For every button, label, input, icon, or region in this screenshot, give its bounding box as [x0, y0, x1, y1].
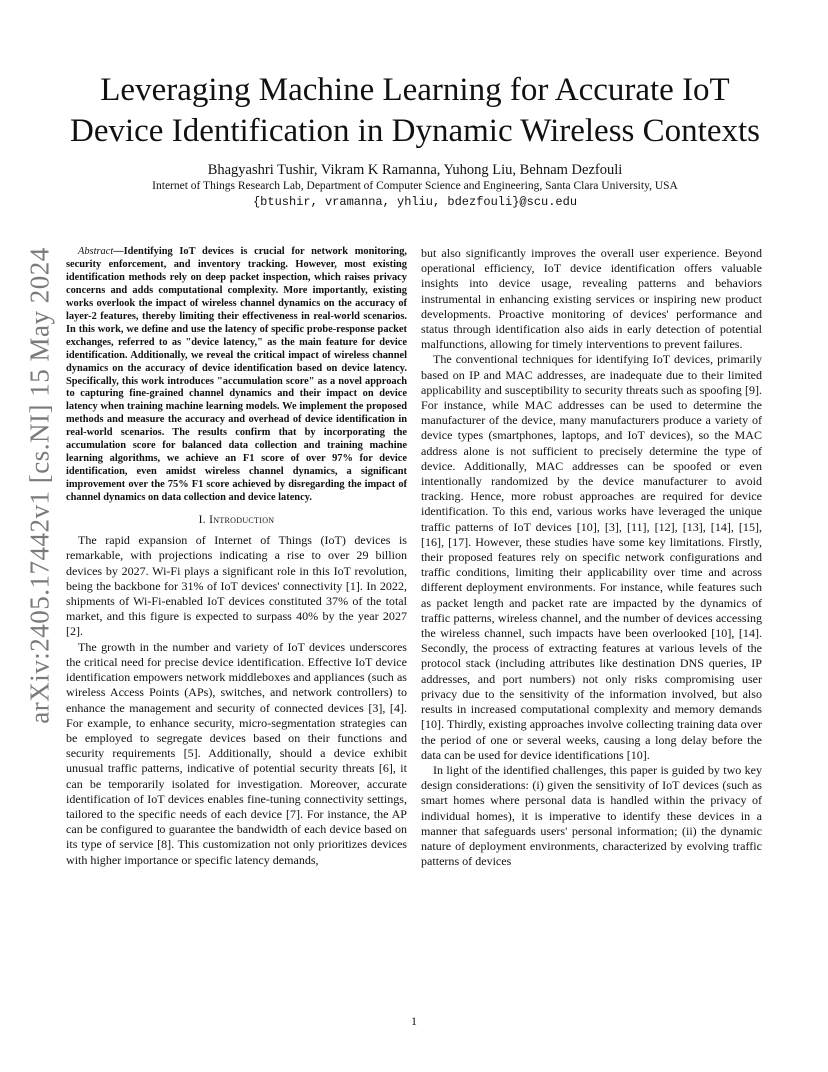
- emails: {btushir, vramanna, yhliu, bdezfouli}@scu.edu: [252, 195, 578, 209]
- authors: Bhagyashri Tushir, Vikram K Ramanna, Yuhong Liu, Behnam Dezfouli: [207, 162, 623, 178]
- abstract-text: —Identifying IoT devices is crucial for network monitoring, security enforcement, and inventory tracking. However, most existing identification methods rely on deep packet inspection, which raises privacy concerns and adds computational complexity. More importantly, existing works overlook the impact of wireless channel dynamics on the accuracy of layer-2 features, thereby limiting their effectiveness in real-world scenarios. In this work, we define and use the latency of specific probe-response packet exchanges, referred to as "device latency," as the main feature for device identification. Additionally, we reveal the critical impact of wireless channel dynamics on the accuracy of device identification based on device latency. Specifically, this work introduces "accumulation score" as a novel approach to capturing fine-grained channel dynamics and their impact on device latency when training machine learning models. We implement the proposed methods and measure the accuracy and overhead of device identification in real-world scenarios. The results confirm that by incorporating the accumulation score for balanced data collection and training machine learning algorithms, we achieve an F1 score of over 97% for device identification, even amidst wireless channel dynamics, a significant improvement over the 75% F1 score achieved by disregarding the impact of channel dynamics on data collection and device latency.: [66, 246, 407, 504]
- right-column: [421, 246, 762, 869]
- left-column: [66, 246, 407, 868]
- section-heading: [66, 513, 407, 528]
- body-paragraph: The conventional techniques for identifying IoT devices, primarily based on IP and MAC addresses, are inadequate due to their limited applicability and susceptibility to security threats such as spoofing [9]. For instance, while MAC addresses can be used to determine the manufacturer of the device, many manufacturers produce a variety of device types (smartphones, laptops, and IoT devices), so the MAC address alone is not sufficient to precisely determine the type of device. Additionally, MAC addresses can be spoofed or even intentionally randomized by the device manufacturer to avoid tracking. Hence, more robust approaches are required for device identification. To this end, various works have leveraged the unique traffic patterns of IoT devices [10], [3], [11], [12], [13], [14], [15], [16], [17]. However, these studies have some key limitations. Firstly, their proposed features rely on specific network configurations and traffic conditions, limiting their applicability over time and across different deployment environments. For instance, while features such as packet length and packet rate are impacted by the dynamics of traffic patterns, wireless channel, and the number of devices accessing the wireless channel, such impacts have been overlooked [10], [14]. Secondly, the process of extracting features at various levels of the protocol stack (including attributes like destination DNS queries, IP addresses, and port numbers) not only risks compromising user privacy due to the sensitivity of the information involved, but also results in increased computational complexity and memory demands [10]. Thirdly, existing approaches involve collecting training data over the period of one or several weeks, causing a long delay before the data can be used for device identifications [10].: [421, 352, 762, 762]
- body-paragraph: The growth in the number and variety of IoT devices underscores the critical need for precise device identification. Effective IoT device identification empowers network middleboxes and appliances (such as wireless Access Points (APs), switches, and network controllers) to enhance the management and security of connected devices [3], [4]. For example, to enhance security, micro-segmentation strategies can be employed to segregate devices based on their functions and security requirements [5]. Additionally, should a device exhibit unusual traffic patterns, indicative of potential security threats [6], it can be temporarily isolated for investigation. Moreover, accurate identification of IoT devices enables fine-tuning connectivity settings, tailored to the specific needs of each device [7]. For instance, the AP can be configured to guarantee the bandwidth of each device based on its type of service [8]. This customization not only prioritizes devices with higher importance or specific latency demands,: [66, 639, 407, 867]
- arxiv-stamp: [18, 246, 62, 724]
- affiliation: Internet of Things Research Lab, Department of Computer Science and Engineering, Santa Clara University, USA: [152, 180, 678, 192]
- body-paragraph: In light of the identified challenges, this paper is guided by two key design considerations: (i) given the sensitivity of IoT devices (such as smart homes where personal data is handled within the privacy of individual homes), it is imperative to identify these devices in a manner that safeguards users' personal information; (ii) the dynamic nature of deployment environments, characterized by evolving traffic patterns of devices: [421, 762, 762, 869]
- abstract-label: Abstract: [78, 246, 114, 257]
- body-paragraph: but also significantly improves the overall user experience. Beyond operational efficiency, IoT device identification offers valuable insights into device usage, revealing patterns and behaviors instrumental in enhancing existing services or inspiring new product developments. Proactive monitoring of devices' performance and status through identification also aids in early detection of potential malfunctions, allowing for timely interventions to prevent failures.: [421, 246, 762, 352]
- paper-title: Leveraging Machine Learning for Accurate IoT Device Identification in Dynamic Wireless Contexts: [70, 72, 760, 149]
- body-paragraph: The rapid expansion of Internet of Things (IoT) devices is remarkable, with projections indicating a rise to over 29 billion devices by 2027. Wi-Fi plays a significant role in this IoT revolution, being the backbone for 31% of IoT devices' connectivity [1]. In 2022, shipments of Wi-Fi-enabled IoT devices constituted 37% of the total market, and this figure is expected to surpass 40% by the year 2027 [2].: [66, 533, 407, 639]
- section-number: I.: [198, 514, 206, 527]
- section-title: Introduction: [209, 514, 275, 527]
- page-number: 1: [411, 1014, 417, 1028]
- abstract: [66, 246, 407, 505]
- arxiv-stamp-text: arXiv:2405.17442v1 [cs.NI] 15 May 2024: [24, 246, 55, 724]
